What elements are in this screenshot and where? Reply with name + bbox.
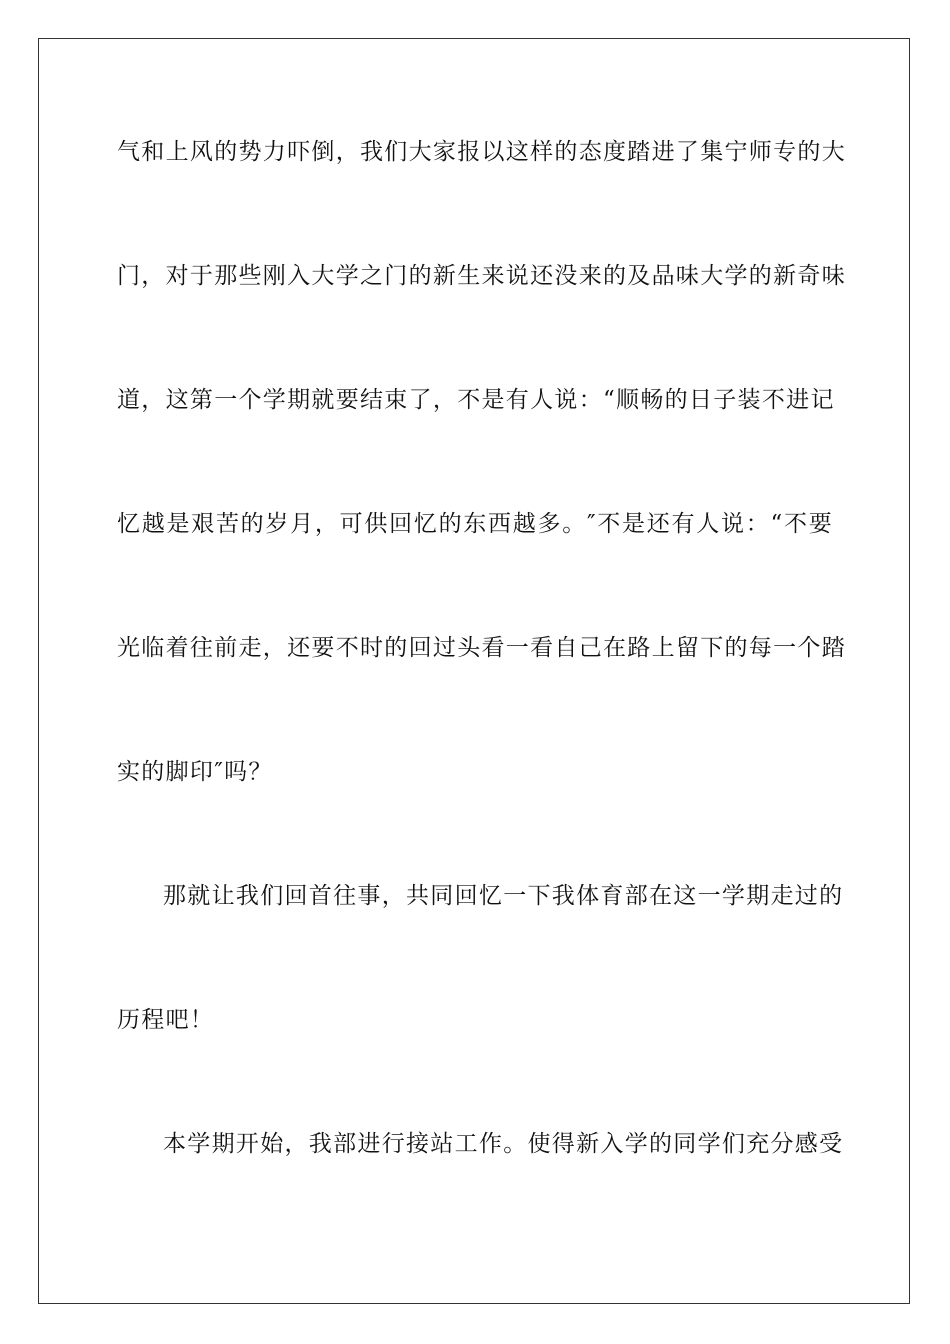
paragraph-line: 道，这第一个学期就要结束了，不是有人说：“顺畅的日子装不进记 [117, 387, 835, 413]
paragraph-line: 本学期开始，我部进行接站工作。使得新入学的同学们充分感受 [163, 1131, 844, 1157]
paragraph-line: 历程吧！ [117, 1007, 215, 1033]
paragraph-line: 那就让我们回首往事，共同回忆一下我体育部在这一学期走过的 [163, 883, 844, 909]
paragraph-line: 光临着往前走，还要不时的回过头看一看自己在路上留下的每一个踏 [117, 635, 846, 661]
paragraph-line: 忆越是艰苦的岁月，可供回忆的东西越多。″不是还有人说：“不要 [117, 511, 833, 537]
paragraph-line: 实的脚印″吗？ [117, 759, 273, 785]
page-border [38, 38, 910, 1304]
paragraph-line: 门，对于那些刚入大学之门的新生来说还没来的及品味大学的新奇味 [117, 263, 846, 289]
paragraph-line: 气和上风的势力吓倒，我们大家报以这样的态度踏进了集宁师专的大 [117, 139, 846, 165]
